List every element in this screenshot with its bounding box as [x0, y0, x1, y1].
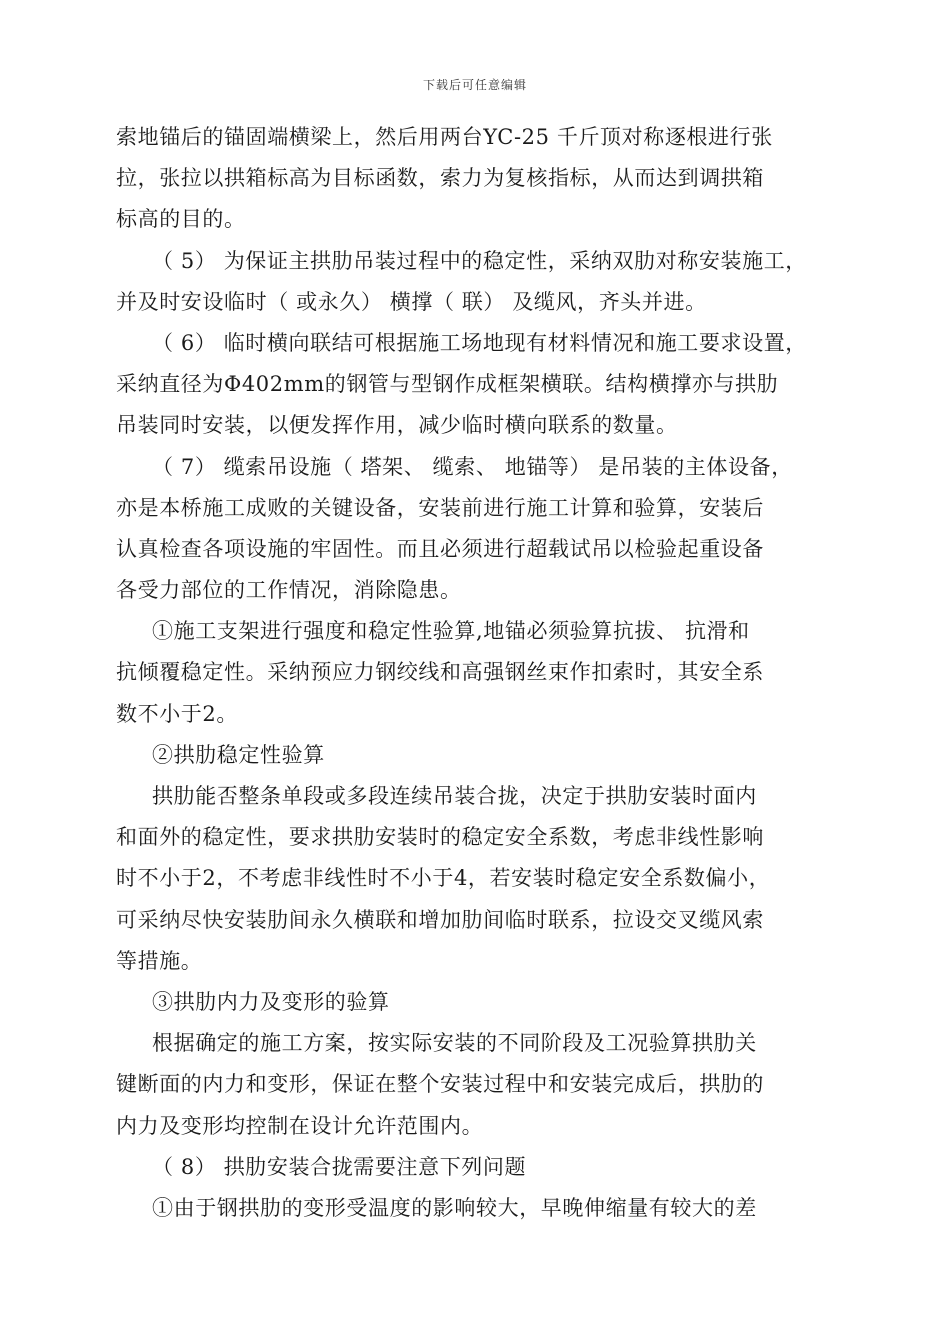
text-line: 拱肋能否整条单段或多段连续吊装合拢，决定于拱肋安装时面内	[152, 784, 757, 808]
text-line: 数不小于2。	[116, 701, 238, 726]
text-line: 内力及变形均控制在设计允许范围内。	[116, 1113, 484, 1138]
text-line: ①施工支架进行强度和稳定性验算,地锚必须验算抗拔、 抗滑和	[152, 619, 750, 644]
text-line: 拉，张拉以拱箱标高为目标函数，索力为复核指标，从而达到调拱箱	[116, 166, 764, 191]
text-line: 等措施。	[116, 948, 203, 973]
text-line: ②拱肋稳定性验算	[152, 742, 325, 767]
text-line: （ 8） 拱肋安装合拢需要注意下列问题	[152, 1154, 527, 1179]
text-line: 索地锚后的锚固端横梁上，然后用两台YC-25 千斤顶对称逐根进行张	[116, 125, 773, 149]
text-line: 抗倾覆稳定性。采纳预应力钢绞线和高强钢丝束作扣索时，其安全系	[116, 660, 764, 685]
text-line: ①由于钢拱肋的变形受温度的影响较大，早晚伸缩量有较大的差	[152, 1195, 757, 1220]
text-line: 吊装同时安装，以便发挥作用，减少临时横向联系的数量。	[116, 413, 678, 438]
page-header-note: 下载后可任意编辑	[422, 78, 527, 92]
text-line: 根据确定的施工方案，按实际安装的不同阶段及工况验算拱肋关	[152, 1031, 757, 1056]
text-line: ③拱肋内力及变形的验算	[152, 989, 390, 1014]
text-line: 认真检查各项设施的牢固性。而且必须进行超载试吊以检验起重设备	[116, 536, 764, 561]
text-line: 和面外的稳定性，要求拱肋安装时的稳定安全系数，考虑非线性影响	[116, 825, 764, 850]
text-line: 各受力部位的工作情况，消除隐患。	[116, 578, 462, 603]
text-line: 亦是本桥施工成败的关键设备，安装前进行施工计算和验算，安装后	[116, 495, 764, 520]
text-line: （ 5） 为保证主拱肋吊装过程中的稳定性，采纳双肋对称安装施工，	[152, 248, 807, 273]
text-line: 时不小于2，不考虑非线性时不小于4，若安装时稳定安全系数偏小，	[116, 866, 771, 891]
text-line: 采纳直径为Φ402mm的钢管与型钢作成框架横联。结构横撑亦与拱肋	[116, 372, 779, 397]
text-line: （ 7） 缆索吊设施（ 塔架、 缆索、 地锚等） 是吊装的主体设备，	[152, 454, 793, 479]
text-line: 键断面的内力和变形，保证在整个安装过程中和安装完成后，拱肋的	[116, 1072, 764, 1097]
document-body	[116, 117, 856, 1229]
text-line: 可采纳尽快安装肋间永久横联和增加肋间临时联系，拉设交叉缆风索	[116, 907, 764, 932]
text-line: 并及时安设临时（ 或永久） 横撑（ 联） 及缆风，齐头并进。	[116, 289, 707, 314]
text-line: （ 6） 临时横向联结可根据施工场地现有材料情况和施工要求设置，	[152, 330, 807, 355]
text-line: 标高的目的。	[116, 207, 246, 232]
